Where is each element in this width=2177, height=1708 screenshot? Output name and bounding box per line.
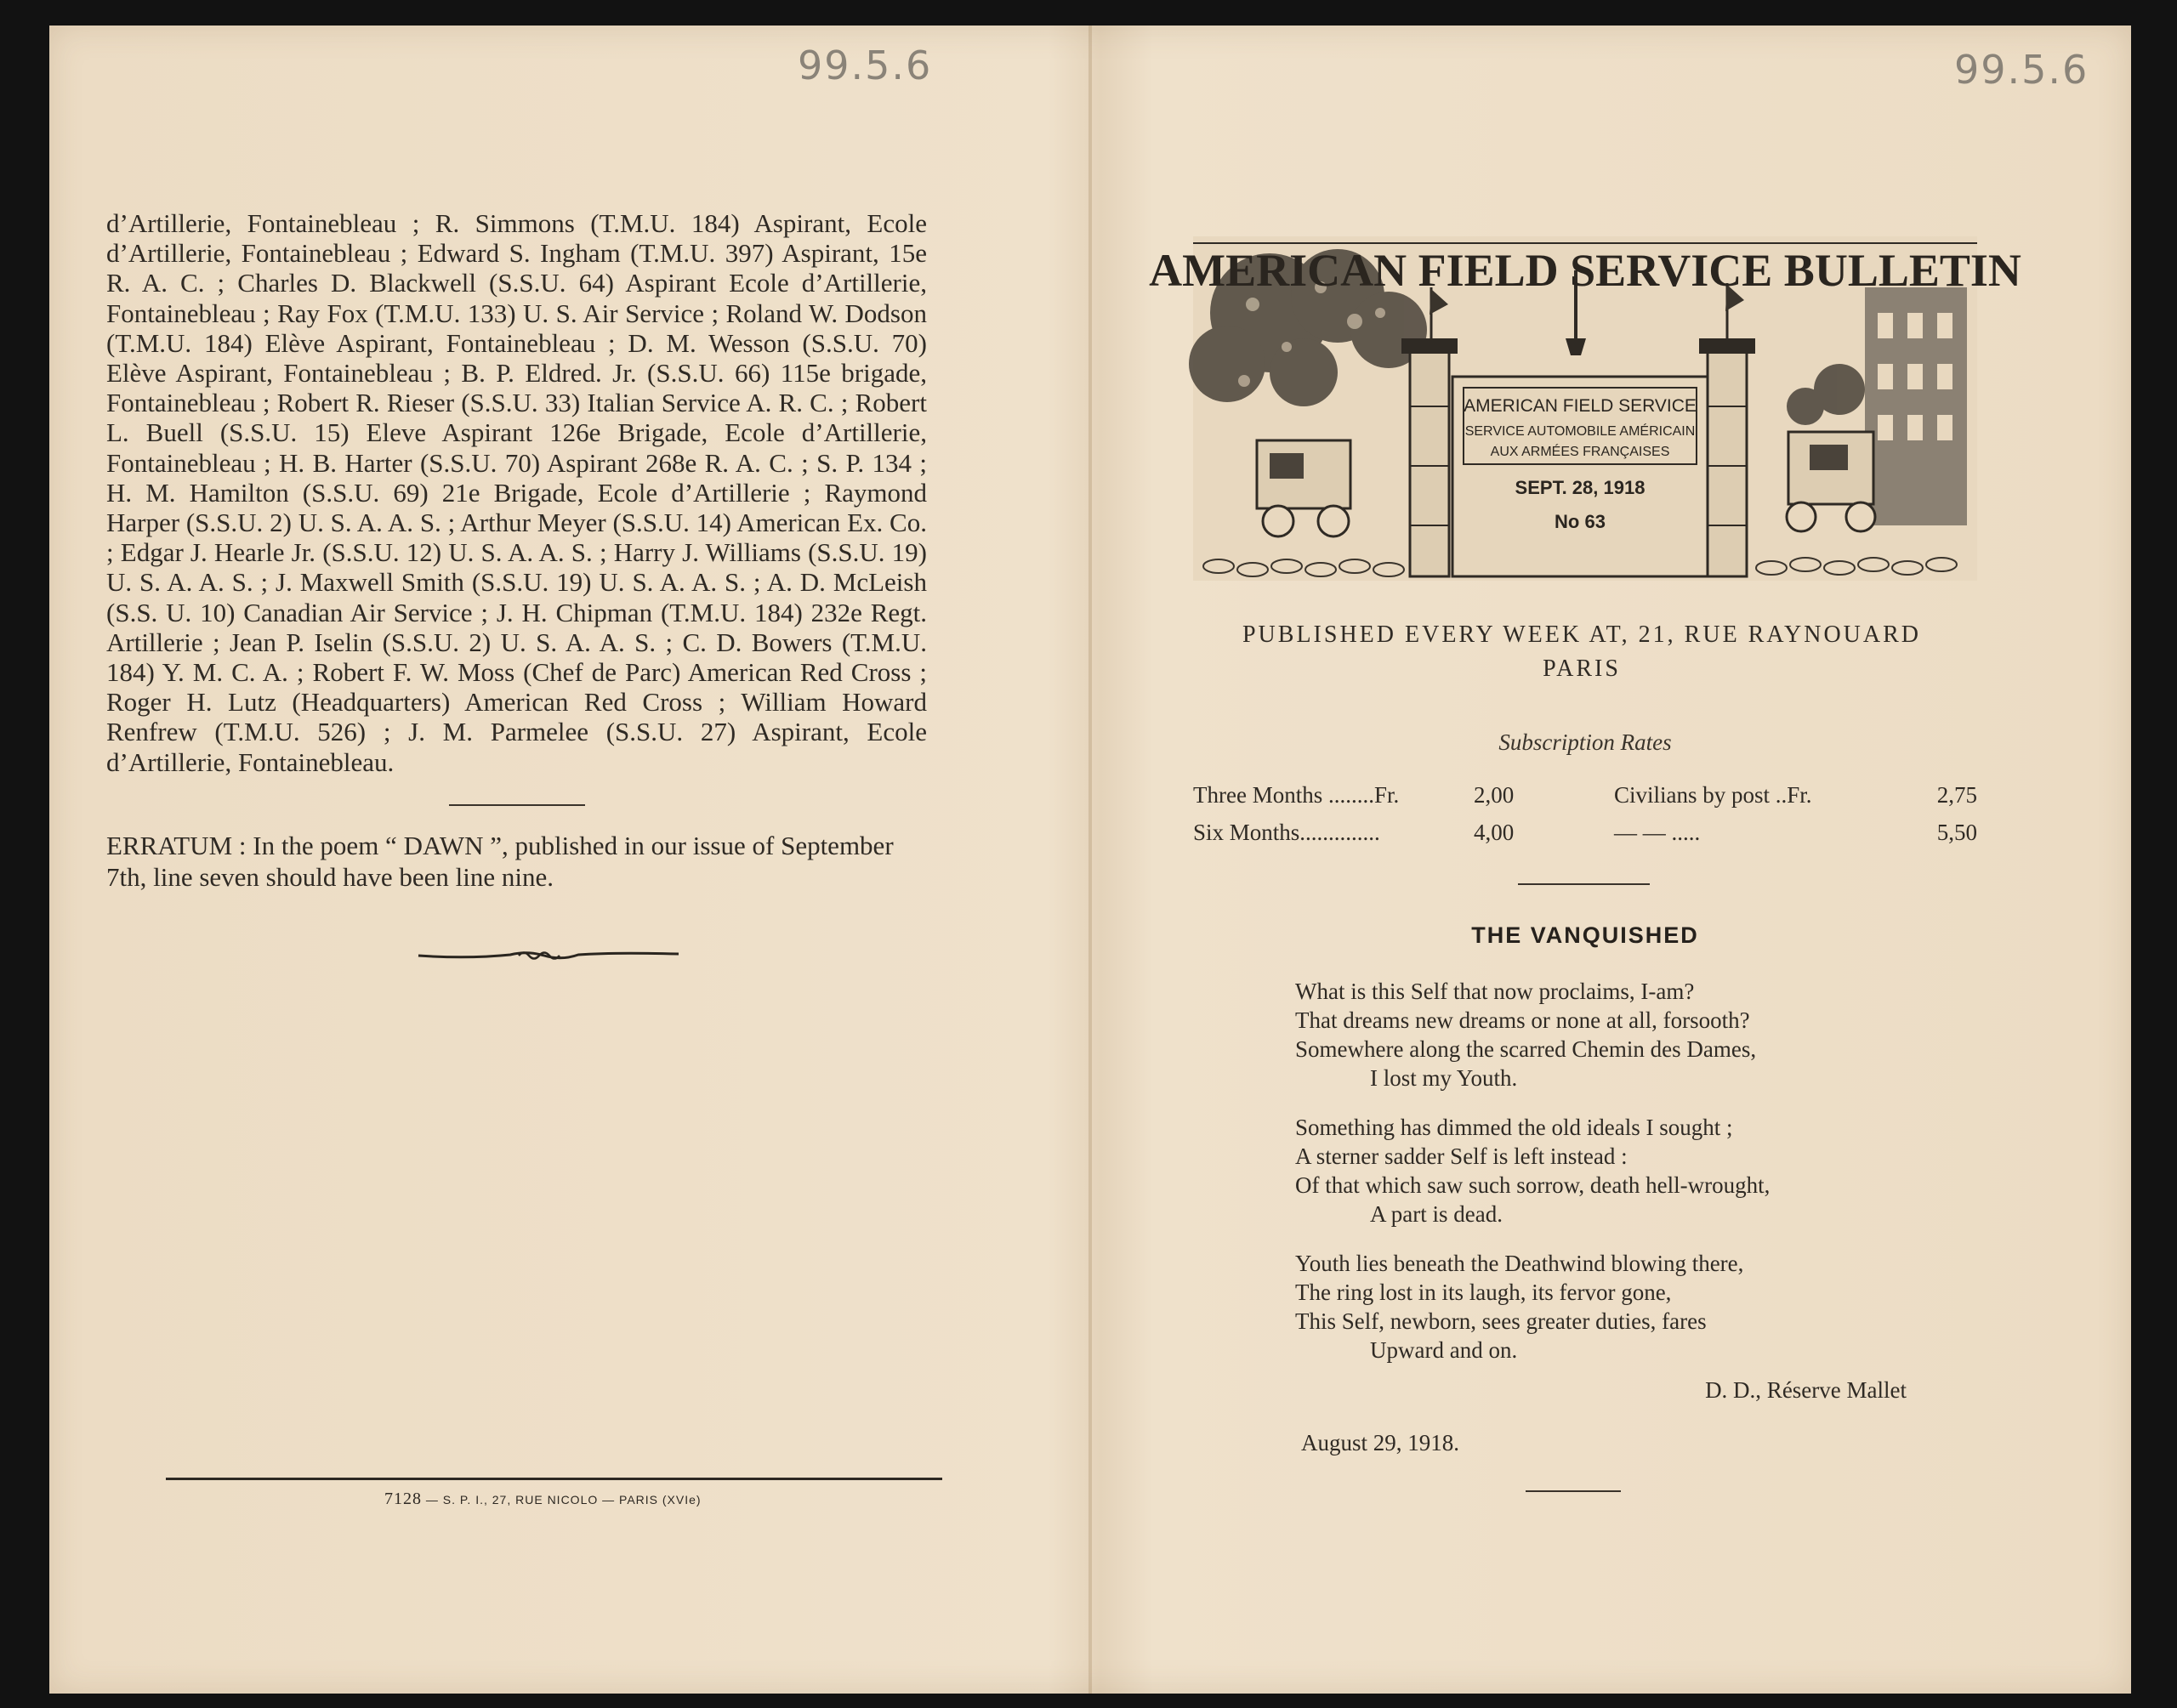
erratum-note: ERRATUM : In the poem “ DAWN ”, published in our issue of September 7th, line seven should have been line nine. (106, 830, 894, 892)
poem-line: Of that which saw such sorrow, death hell-wrought, (1295, 1172, 1771, 1198)
rate-row (1193, 782, 1977, 820)
poem-line: I lost my Youth. (1370, 1065, 1518, 1091)
poem-line: That dreams new dreams or none at all, forsooth? (1295, 1007, 1750, 1033)
poem-line: What is this Self that now proclaims, I-am? (1295, 979, 1695, 1004)
folio-mark-left: 99.5.6 (798, 43, 933, 88)
poem-line: Upward and on. (1370, 1337, 1518, 1363)
sign-line-2: SERVICE AUTOMOBILE AMÉRICAIN (1464, 424, 1696, 439)
imprint-text: — S. P. I., 27, RUE NICOLO — PARIS (XVIe) (425, 1493, 702, 1507)
rate-row (1193, 820, 1977, 857)
printer-imprint (384, 1490, 702, 1509)
poem-stanza (1295, 977, 1907, 1092)
poem-line: A sterner sadder Self is left instead : (1295, 1143, 1628, 1169)
left-page (106, 208, 927, 970)
imprint-rule (166, 1478, 942, 1480)
publication-address: PUBLISHED EVERY WEEK AT, 21, RUE RAYNOUARD (1242, 621, 1922, 648)
sign-line-1: AMERICAN FIELD SERVICE (1464, 396, 1697, 416)
poem-line: The ring lost in its laugh, its fervor gone, (1295, 1280, 1672, 1305)
subscription-title: Subscription Rates (1498, 729, 1672, 755)
poem-divider (1518, 883, 1650, 885)
center-fold (1088, 26, 1092, 1694)
folio-mark-right: 99.5.6 (1954, 47, 2089, 93)
poem-line: Somewhere along the scarred Chemin des Dames, (1295, 1036, 1757, 1062)
rate-price: 2,00 (1474, 782, 1515, 808)
rate-term: Three Months ........Fr. (1193, 782, 1400, 808)
poem-stanza (1295, 1113, 1907, 1229)
sign-line-3: AUX ARMÉES FRANÇAISES (1490, 445, 1670, 459)
poem-title: THE VANQUISHED (1471, 922, 1699, 948)
section-divider (449, 804, 585, 806)
end-divider (1526, 1490, 1621, 1492)
issue-date: SEPT. 28, 1918 (1515, 477, 1646, 498)
rate-price: 4,00 (1474, 820, 1515, 845)
poem-body (1295, 977, 1907, 1385)
poem-signature: D. D., Réserve Mallet (1705, 1377, 1907, 1403)
publication-info (1186, 618, 1977, 686)
issue-number: No 63 (1555, 511, 1606, 532)
poem-line: Something has dimmed the old ideals I sought ; (1295, 1115, 1733, 1140)
ornamental-rule (417, 945, 680, 966)
subscription-rates (1193, 782, 1977, 857)
imprint-number: 7128 (384, 1490, 422, 1508)
publication-city: PARIS (1543, 655, 1621, 682)
poem-date: August 29, 1918. (1301, 1430, 1460, 1455)
rate-civilian-price: 5,50 (1936, 820, 1977, 845)
names-paragraph: d’Artillerie, Fontainebleau ; R. Simmons (T.M.U. 184) Aspirant, Ecole d’Artillerie, Fontainebleau ; Edward S. Ingham (T.M.U. 397) Aspirant, 15e R. A. C. ; Charles D. Blackwell (S.S.U. 64) Aspirant Ecole d’Artillerie, Fontainebleau ; Ray Fox (T.M.U. 133) U. S. Air Service ; Roland W. Dodson (T.M.U. 184) Elève Aspirant, Fontainebleau ; D. M. Wesson (S.S.U. 70) Elève Aspirant, Fontainebleau ; B. P. Eldred. Jr. (S.S.U. 66) 115e brigade, Fontainebleau ; Robert R. Rieser (S.S.U. 33) Italian Service A. R. C. ; Robert L. Buell (S.S.U. 15) Eleve Aspirant 126e Brigade, Ecole d’Artillerie, Fontainebleau ; H. B. Harter (S.S.U. 70) Aspirant 268e R. A. C. ; S. P. 134 ; H. M. Hamilton (S.S.U. 69) 21e Brigade, Ecole d’Artillerie ; Raymond Harper (S.S.U. 2) U. S. A. A. S. ; Arthur Meyer (S.S.U. 14) American Ex. Co. ; Edgar J. Hearle Jr. (S.S.U. 12) U. S. A. A. S. ; Harry J. Williams (S.S.U. 19) U. S. A. A. S. ; J. Maxwell Smith (S.S.U. 19) U. S. A. A. S. ; A. D. McLeish (S.S. U. 10) Canadian Air Service ; J. H. Chipman (T.M.U. 184) 232e Regt. Artillerie ; Jean P. Iselin (S.S.U. 2) U. S. A. A. S. ; C. D. Bowers (T.M.U. 184) Y. M. C. A. ; Robert F. W. Moss (Chef de Parc) American Red Cross ; Roger H. Lutz (Headquarters) American Red Cross ; William Howard Renfrew (T.M.U. 526) ; J. M. Parmelee (S.S.U. 27) Aspirant, Ecole d’Artillerie, Fontainebleau. (106, 208, 927, 777)
rate-civilian-price: 2,75 (1936, 782, 1977, 808)
rate-civilian-label: — — ..... (1614, 820, 1701, 845)
masthead-title: AMERICAN FIELD SERVICE BULLETIN (1149, 245, 2021, 296)
rate-term: Six Months.............. (1193, 820, 1380, 845)
poem-stanza (1295, 1249, 1907, 1365)
poem-line: This Self, newborn, sees greater duties, fares (1295, 1308, 1707, 1334)
poem-line: Youth lies beneath the Deathwind blowing there, (1295, 1251, 1744, 1276)
masthead-illustration (1149, 236, 2021, 581)
rate-civilian-label: Civilians by post ..Fr. (1614, 782, 1812, 808)
poem-line: A part is dead. (1370, 1201, 1503, 1227)
